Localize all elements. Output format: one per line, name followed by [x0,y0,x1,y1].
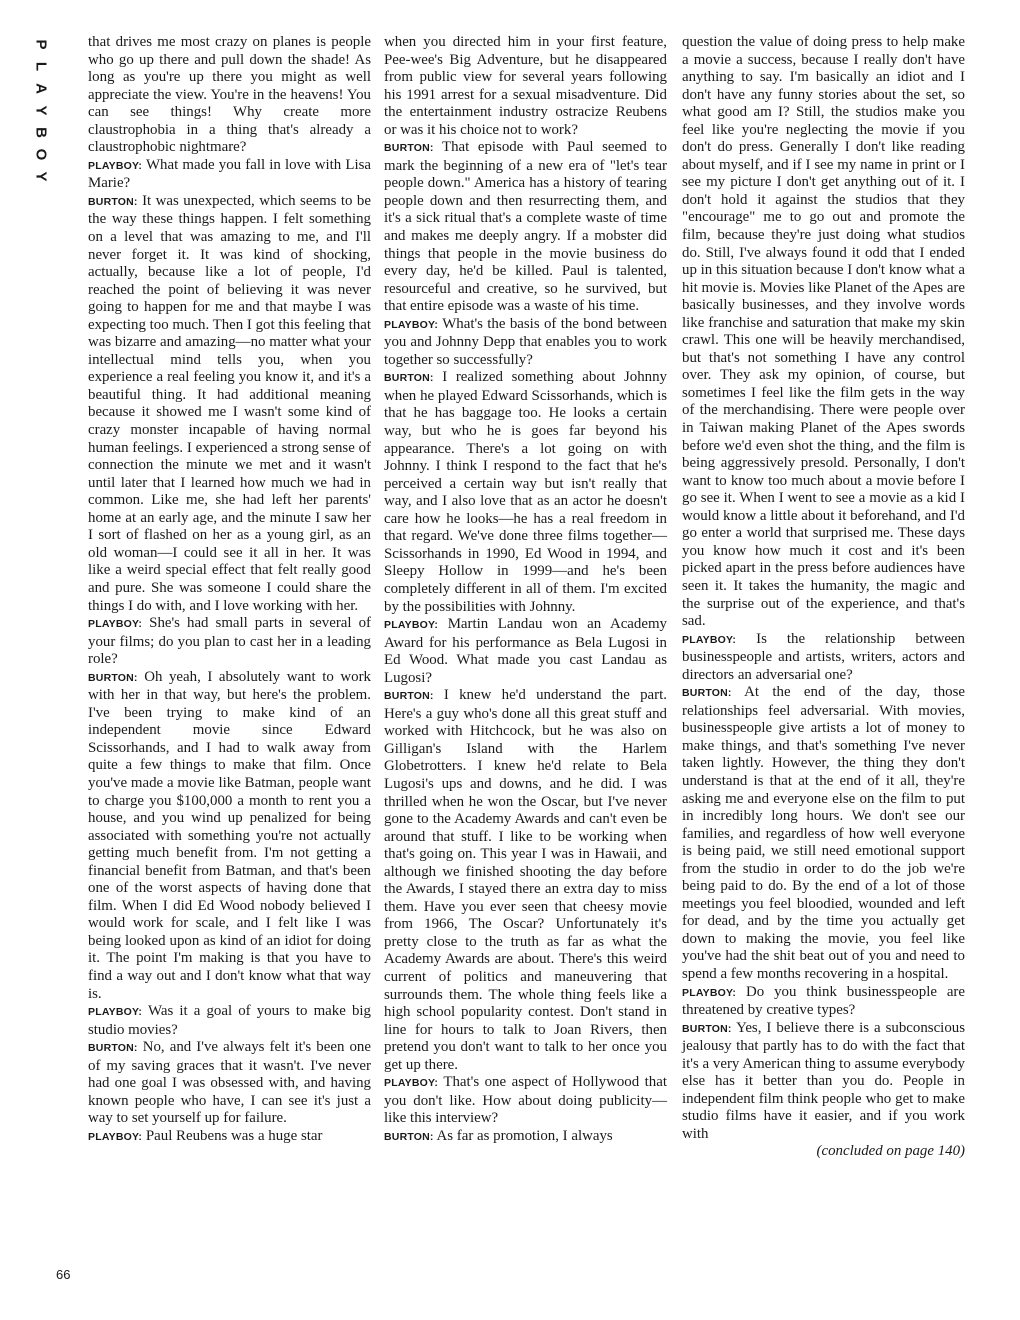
paragraph-text: I knew he'd understand the part. Here's a guy who's done all this great stuff and worked with Hitchcock, but he was also on Gilligan's Island with the Harlem Globetrotters. I knew he'd relate to Bela Lugosi's ups and downs, and he did. I was thrilled when he won the Oscar, but I've never gone to the Academy Awards and can't even be around that stuff. I like to be working when that's going on. This year I was in Hawaii, and although we finished shooting the day before the Awards, I stayed there an extra day to miss them. Have you ever seen that cheesy movie from 1966, The Oscar? Unfortunately it's pretty close to the truth as far as what the Academy Awards are about. There's this weird current of politics and maneuvering that surrounds them. The whole thing feels like a high school popularity contest. Don't stand in line for hours to talk to Joan Rivers, then pretend you don't want to talk to her once you get up there. [384,687,667,1073]
paragraph-text: Was it a goal of yours to make big studio movies? [88,1003,371,1038]
logo-letter: Y [32,171,50,182]
speaker-label: PLAYBOY: [384,1077,439,1090]
paragraph [682,1020,965,1144]
speaker-label: PLAYBOY: [88,159,143,172]
paragraph-text: Do you think businesspeople are threatened by creative types? [682,983,965,1019]
speaker-label: BURTON: [384,142,434,155]
paragraph-text: No, and I've always felt it's been one of my saving graces that it wasn't. I've never had one goal I was obsessed with, and having known people who have, I can see it's just a way to set yourself up for failure. [88,1039,371,1127]
speaker-label: PLAYBOY: [88,1006,143,1019]
paragraph [384,34,667,139]
paragraph-text: That's one aspect of Hollywood that you don't like. How about doing publicity—like this interview? [384,1074,667,1127]
text-column-2 [384,34,667,1146]
speaker-label: BURTON: [384,372,434,385]
page-number: 66 [56,1267,71,1282]
paragraph [682,34,965,631]
paragraph-text: Yes, I believe there is a subconscious jealousy that partly has to do with the fact that it's a very American thing to assume everybody else has it better than you do. People in independent film think people who get to make studio films have it easier, and if you work with [682,1019,966,1142]
paragraph [384,316,667,370]
paragraph [384,1128,667,1147]
paragraph-text: At the end of the day, those relationships feel adversarial. With movies, businesspeople give artists a lot of money to make things, and that's something I've never taken lightly. However, the thing they don't understand is that at the end of it all, they're asking me and everyone else on the film to put in incredibly long hours. We don't see our families, and regardless of how well everyone is being paid, we still need emotional support from the studio in order to do the job we're being paid to do. By the end of a lot of those meetings you feel bloodied, wounded and left for dead, and by the time you actually get down to making the movie, you feel like you've had the shit beat out of you and need to spend a few months recovering in a hospital. [682,684,965,982]
logo-letter: L [32,61,50,72]
paragraph [88,34,371,157]
text-column-3 [682,34,965,1161]
paragraph [682,631,965,685]
text-column-1 [88,34,371,1146]
paragraph [682,984,965,1020]
paragraph-text: that drives me most crazy on planes is people who go up there and pull down the shade! As long as you're up there you might as well appreciate the view. You're in the heavens! You can see things! Why create more claustrophobia in a thing that's already a claustrophobic nightmare? [88,34,371,156]
logo-letter: O [32,148,50,161]
paragraph-text: It was unexpected, which seems to be the way these things happen. I felt something on a level that was amazing to me, and I'll never forget it. It was kind of shocking, actually, because like a lot of people, I'd reached the point of believing it was never going to happen for me and that maybe I was expecting too much. Then I got this feeling that was bizarre and amazing—no matter what your intellectual mind tells you, when you experience a real feeling you know it, and it's a beautiful thing. It had additional meaning because it showed me I wasn't some kind of crazy monster incapable of having normal human feelings. I experienced a strong sense of connection the minute we met and it wasn't until later that I learned how much we had in common. Like me, she had left her parents' home at an early age, and the minute I saw her I sort of flashed on her as a young girl, as an old woman—I could see it all in her. It was like a weird special effect that felt really good and pure. She was someone I could share the things I do with, and I love working with her. [88,192,371,614]
paragraph-text: Martin Landau won an Academy Award for his performance as Bela Lugosi in Ed Wood. What made you cast Landau as Lugosi? [384,616,667,686]
paragraph-text: What's the basis of the bond between you and Johnny Depp that enables you to work together so successfully? [384,315,667,368]
paragraph [88,1039,371,1128]
paragraph-text: That episode with Paul seemed to mark the beginning of a new era of "let's tear people down." America has a history of tearing people down and then resurrecting them, and it's a sick ritual that's a complete waste of time and makes me deeply angry. If a mobster did things that people in the movie business do every day, he'd be killed. Paul is talented, resourceful and creative, so he survived, but that entire episode was a waste of his time. [384,139,667,315]
speaker-label: BURTON: [384,1130,434,1143]
speaker-label: PLAYBOY: [384,619,439,632]
paragraph-text: Oh yeah, I absolutely want to work with her in that way, but here's the problem. I've been trying to make kind of an independent movie since Edward Scissorhands, and I had to walk away from quite a few things to make that film. Once you've made a movie like Batman, people want to charge you $100,000 a month to rent you a house, and you wind up penalized for being associated with something you're not actually getting much benefit from. I'm not getting a financial benefit from Batman, and that's been one of the worst aspects of having done that film. When I did Ed Wood nobody believed I would work for scale, and I felt like I was being looked upon as kind of an idiot for doing it. The point I'm making is that you have to find a way out and I don't know what that way is. [88,668,371,1002]
logo-letter: A [32,83,50,94]
paragraph-text: She's had small parts in several of your films; do you plan to cast her in a leading role? [88,615,371,668]
paragraph [88,669,371,1003]
speaker-label: BURTON: [682,1022,732,1035]
paragraph [88,193,371,615]
paragraph [88,1128,371,1147]
paragraph [682,684,965,983]
speaker-label: BURTON: [88,671,138,684]
speaker-label: PLAYBOY: [88,1130,143,1143]
speaker-label: PLAYBOY: [682,986,737,999]
logo-letter: P [32,39,50,50]
logo-letter: B [32,127,50,138]
speaker-label: PLAYBOY: [88,618,143,631]
paragraph [88,615,371,669]
paragraph [384,139,667,315]
speaker-label: PLAYBOY: [682,633,737,646]
paragraph [88,157,371,193]
paragraph [384,687,667,1074]
paragraph [384,369,667,616]
speaker-label: BURTON: [384,690,434,703]
speaker-label: BURTON: [88,195,138,208]
paragraph-text: when you directed him in your first feature, Pee-wee's Big Adventure, but he disappeared from public view for several years following his 1991 arrest for a sexual misadventure. Did the entertainment industry ostracize Reubens or was it his choice not to work? [384,34,667,138]
speaker-label: PLAYBOY: [384,318,439,331]
speaker-label: BURTON: [88,1042,138,1055]
paragraph-text: Is the relationship between businesspeople and artists, writers, actors and directors an adversarial one? [682,630,965,683]
paragraph-text: What made you fall in love with Lisa Marie? [88,156,371,192]
speaker-label: BURTON: [682,687,732,700]
playboy-sidebar-logo [30,36,52,186]
paragraph-text: I realized something about Johnny when he played Edward Scissorhands, which is that he has baggage too. He looks a certain way, but who he is goes far beyond his appearance. There's a lot going on with Johnny. I think I respond to the fact that he's perceived a certain way but isn't really that way, and I also love that as an actor he doesn't care how he looks—he has a real freedom in that regard. We've done three films together—Scissorhands in 1990, Ed Wood in 1994, and Sleepy Hollow in 1999—and he's been completely different in all of them. I'm excited by the possibilities with Johnny. [384,369,667,615]
paragraph [88,1003,371,1039]
continuation-note: (concluded on page 140) [816,1143,965,1160]
paragraph-text: As far as promotion, I always [436,1127,613,1144]
paragraph-text: question the value of doing press to help make a movie a success, because I really don't have anything to say. I'm basically an idiot and I don't have any funny stories about the set, so what good am I? Still, the studios make you feel like you're neglecting the movie if you don't do press. Generally I don't like reading about myself, and if I see my name in print or I see my picture I don't get anything out of it. I don't hold it against the studios that they "encourage" me to go out and promote the film, because they're just doing what studios do. Still, I've always found it odd that I ended up in this situation because I don't know what a hit movie is. Movies like Planet of the Apes are basically businesses, and they involve words like franchise and saturation that make my skin crawl. This one will be heavily merchandised, but that's not something I have any control over. They ask my opinion, of course, but sometimes I feel like the film gets in the way of the merchandising. There were people over in Taiwan making Planet of the Apes swords before we'd even shot the thing, and the film is being aggressively presold. Personally, I don't want to know too much about a movie before I go see it. When I went to see a movie as a kid I would know a little about it beforehand, and I'd go enter a world that surprised me. These days you know how much it cost and it's been picked apart in the press before audiences have seen it. It takes the humanity, the magic and the surprise out of the experience, and that's sad. [682,34,965,630]
paragraph [384,616,667,687]
paragraph-text: Paul Reubens was a huge star [145,1127,323,1144]
paragraph [384,1074,667,1128]
logo-letter: Y [32,105,50,116]
